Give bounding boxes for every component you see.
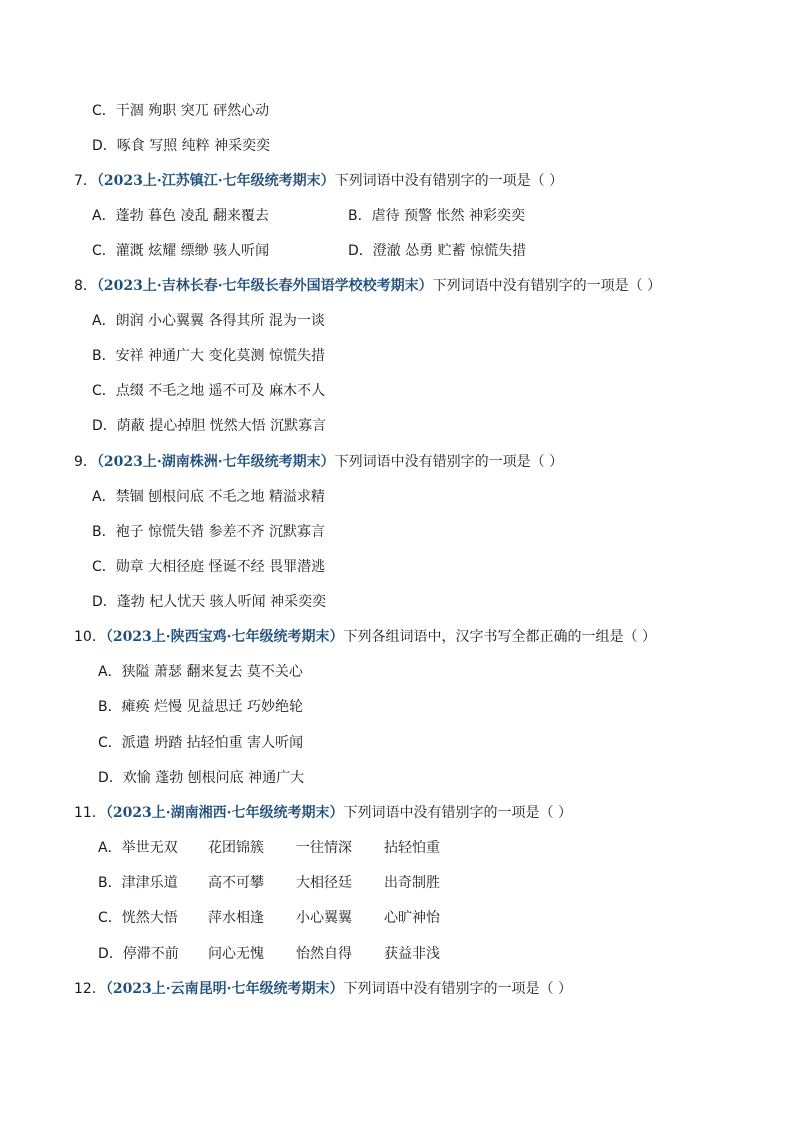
q6-option-d: D．啄食 写照 纯粹 神采奕奕 (92, 138, 271, 154)
question-source: （2023上·云南昆明·七年级统考期末） (105, 981, 344, 997)
question-source: （2023上·吉林长春·七年级长春外国语学校校考期末） (96, 278, 433, 294)
q10-option-d: D．欢愉 蓬勃 刨根问底 神通广大 (98, 770, 305, 786)
question-source: （2023上·江苏镇江·七年级统考期末） (96, 173, 335, 189)
q9-option-d: D．蓬勃 杞人忧天 骇人听闻 神采奕奕 (92, 594, 327, 610)
question-7-stem: 7．（2023上·江苏镇江·七年级统考期末）下列词语中没有错别字的一项是（ ） (74, 173, 564, 189)
q8-option-b: B．安祥 神通广大 变化莫测 惊慌失措 (92, 348, 325, 364)
q9-option-b: B．袍子 惊慌失错 参差不齐 沉默寡言 (92, 524, 325, 540)
question-8-stem: 8．（2023上·吉林长春·七年级长春外国语学校校考期末）下列词语中没有错别字的一项是（ ） (74, 278, 662, 294)
q10-option-c: C．派遣 坍踏 拈轻怕重 害人听闻 (98, 735, 304, 751)
question-source: （2023上·湖南湘西·七年级统考期末） (105, 805, 344, 821)
q9-option-a: A．禁锢 刨根问底 不毛之地 精溢求精 (92, 489, 325, 505)
q10-option-b: B．瘫痪 烂慢 见益思迁 巧妙绝轮 (98, 699, 303, 715)
question-text: 下列词语中没有错别字的一项是（ ） (334, 173, 564, 189)
question-text: 下列词语中没有错别字的一项是（ ） (343, 805, 572, 821)
question-text: 下列词语中没有错别字的一项是（ ） (343, 981, 572, 997)
q7-option-b: B．虐待 预警 怅然 神彩奕奕 (348, 208, 525, 224)
q8-option-c: C．点缀 不毛之地 遥不可及 麻木不人 (92, 383, 326, 399)
q7-option-c: C．灌溉 炫耀 缥缈 骇人听闻 (92, 243, 270, 259)
question-text: 下列词语中没有错别字的一项是（ ） (432, 278, 662, 294)
q9-option-c: C．勋章 大相径庭 怪诞不经 畏罪潜逃 (92, 559, 326, 575)
question-text: 下列各组词语中，汉字书写全都正确的一组是（ ） (343, 629, 656, 645)
q8-option-d: D．荫蔽 提心掉胆 恍然大悟 沉默寡言 (92, 418, 327, 434)
question-12-stem: 12．（2023上·云南昆明·七年级统考期末）下列词语中没有错别字的一项是（ ） (74, 981, 572, 997)
question-source: （2023上·陕西宝鸡·七年级统考期末） (105, 629, 344, 645)
question-source: （2023上·湖南株洲·七年级统考期末） (96, 454, 335, 470)
question-11-stem: 11．（2023上·湖南湘西·七年级统考期末）下列词语中没有错别字的一项是（ ） (74, 805, 572, 821)
question-text: 下列词语中没有错别字的一项是（ ） (334, 454, 564, 470)
q7-option-d: D．澄澈 怂勇 贮蓄 惊慌失措 (348, 243, 527, 259)
q10-option-a: A．狭隘 萧瑟 翻来复去 莫不关心 (98, 664, 303, 680)
question-9-stem: 9．（2023上·湖南株洲·七年级统考期末）下列词语中没有错别字的一项是（ ） (74, 454, 564, 470)
question-10-stem: 10．（2023上·陕西宝鸡·七年级统考期末）下列各组词语中，汉字书写全都正确的一组是（ ） (74, 629, 656, 645)
q6-option-c: C．干涸 殉职 突兀 砰然心动 (92, 103, 270, 119)
q8-option-a: A．朗润 小心翼翼 各得其所 混为一谈 (92, 313, 325, 329)
q7-option-a: A．蓬勃 暮色 凌乱 翻来覆去 (92, 208, 269, 224)
